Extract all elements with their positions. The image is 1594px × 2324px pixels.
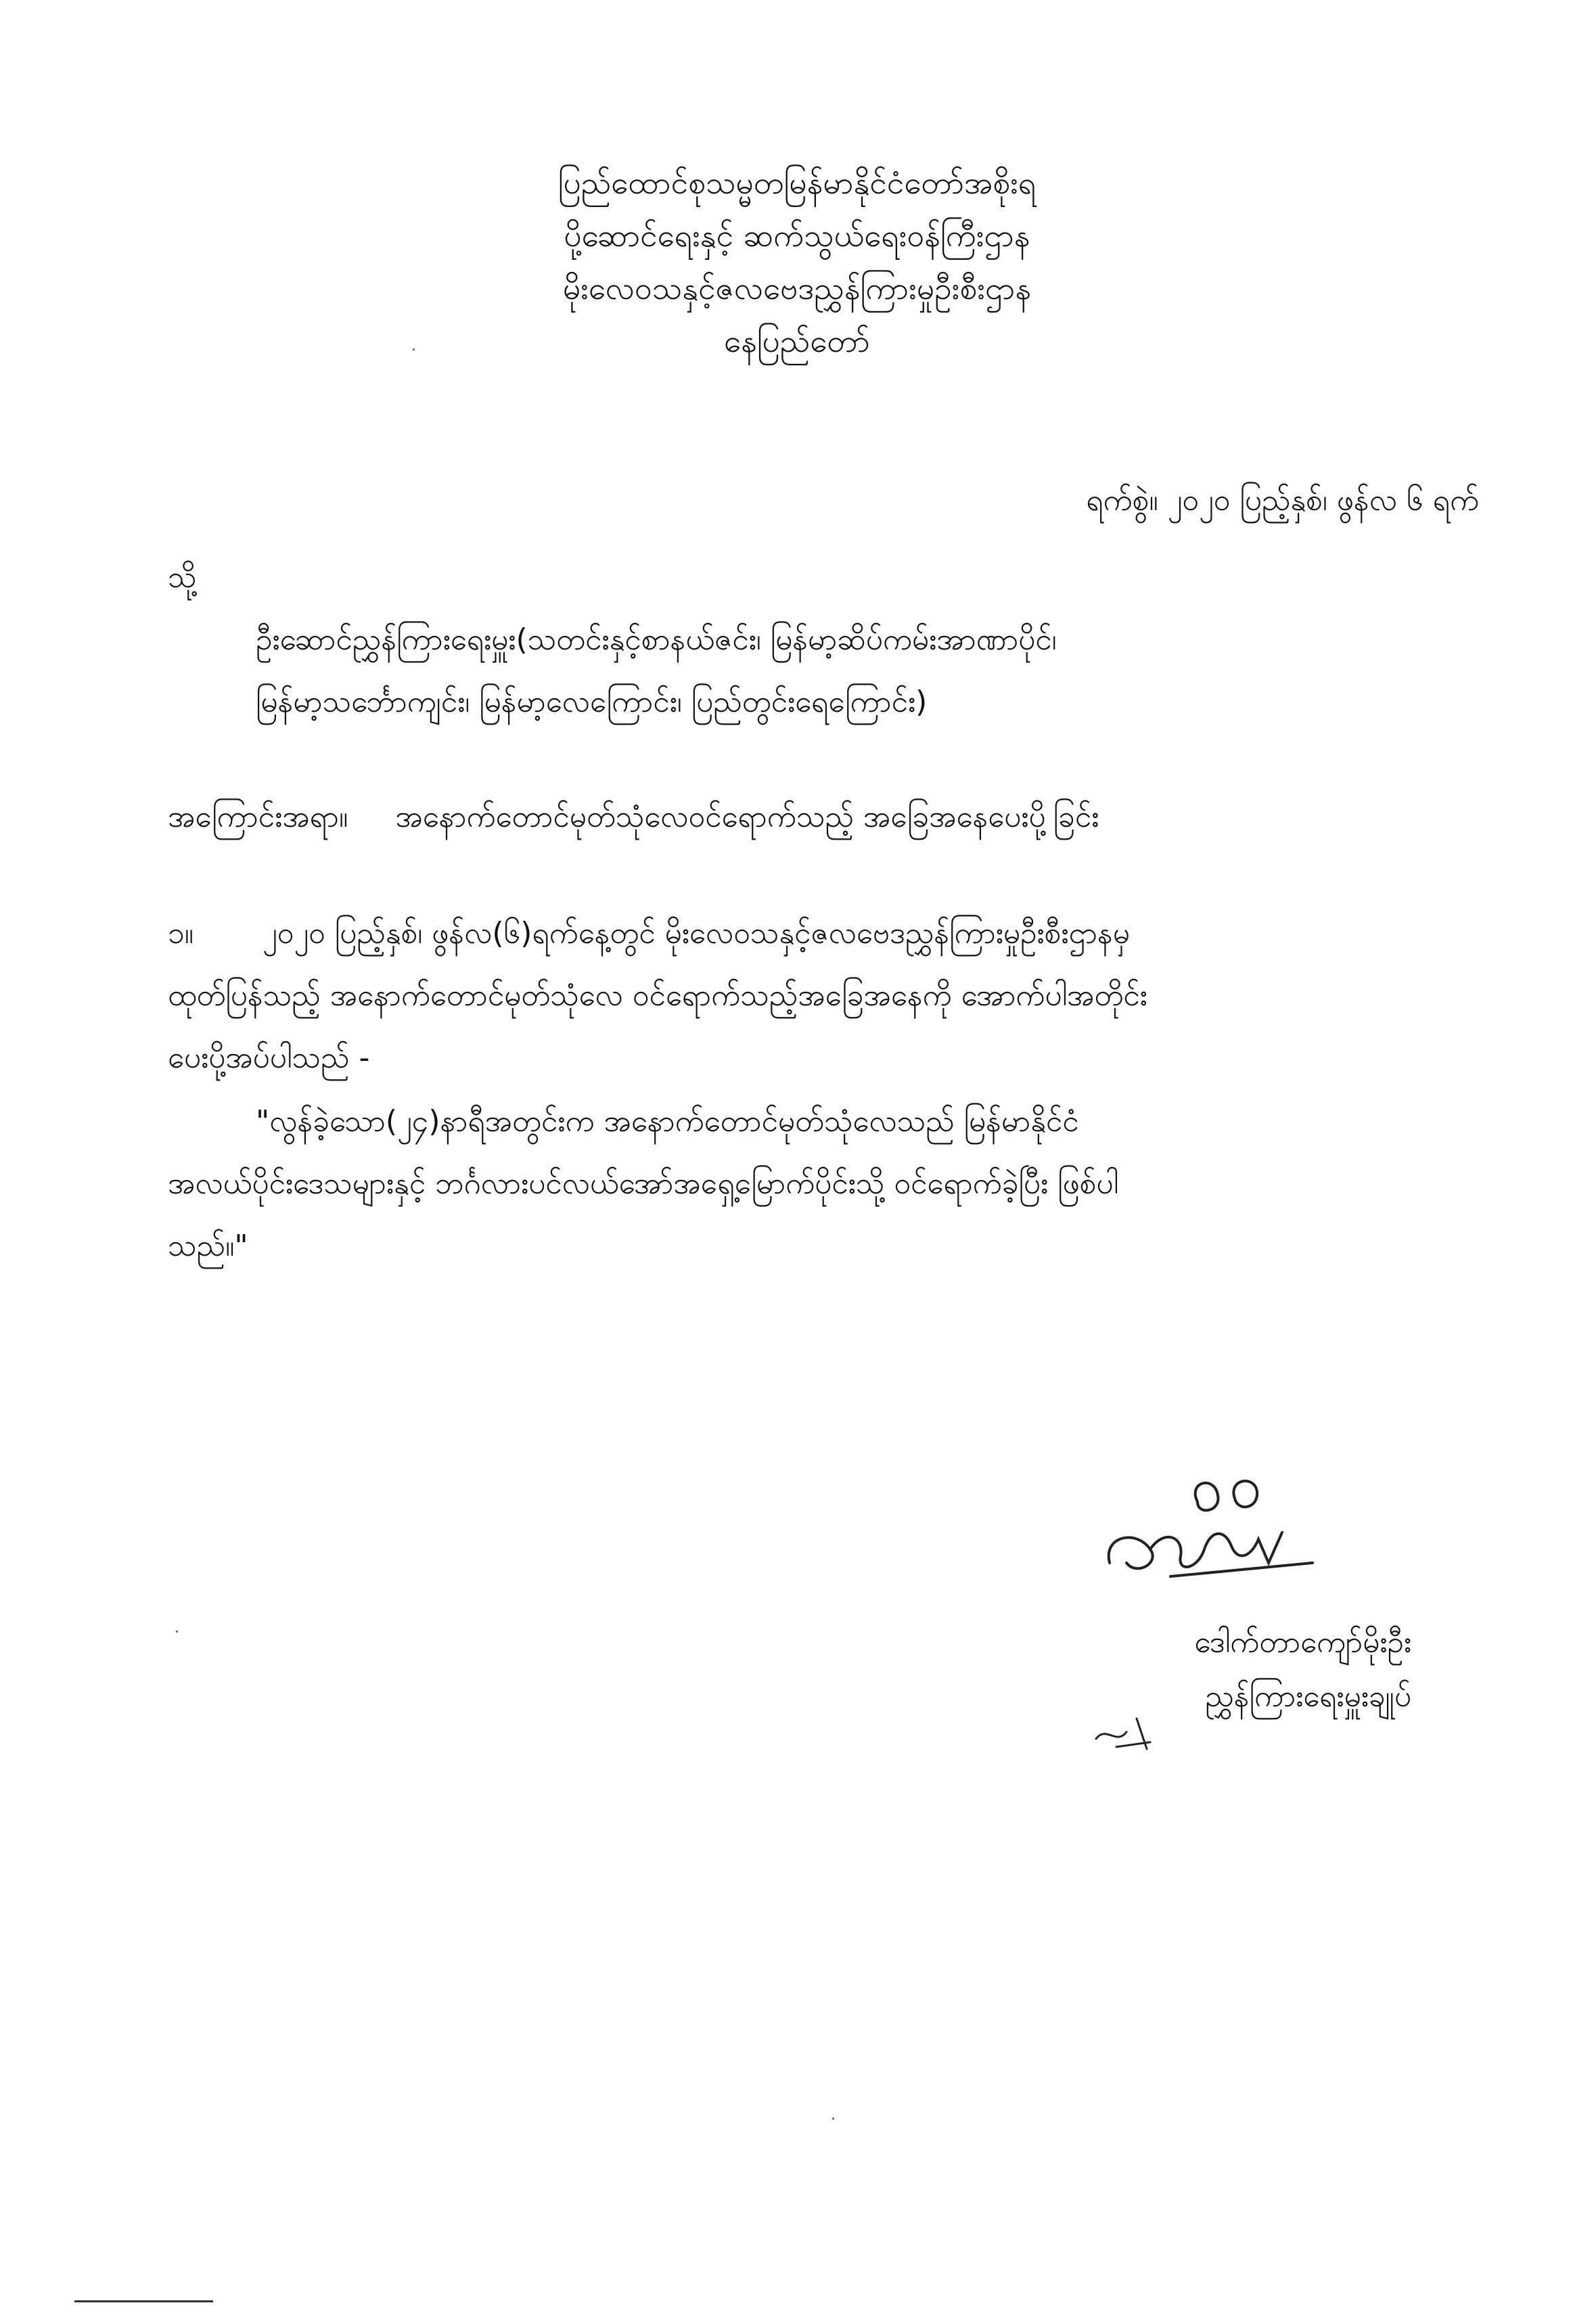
- subject-label: အကြောင်းအရာ။: [168, 800, 348, 834]
- scan-speck: [832, 2118, 834, 2120]
- quote-line-1: "လွန်ခဲ့သော(၂၄)နာရီအတွင်းက အနောက်တောင်မုတ်သုံလေသည် မြန်မာနိုင်ငံ: [256, 1104, 1079, 1139]
- handwritten-signature: [1096, 1461, 1340, 1597]
- scan-speck: [413, 348, 415, 350]
- paragraph-first-line: [168, 915, 1130, 958]
- footer-rule: [74, 2300, 213, 2302]
- recipient-line-1: ဦးဆောင်ညွှန်ကြားရေးမှူး(သတင်းနှင့်စာနယ်ဇင်း၊ မြန်မာ့ဆိပ်ကမ်းအာဏာပိုင်၊: [256, 622, 1057, 657]
- paragraph-number: ၁။: [168, 916, 194, 951]
- header-ministry: ပို့ဆောင်ရေးနှင့် ဆက်သွယ်ရေးဝန်ကြီးဌာန: [564, 217, 1030, 254]
- recipient-line-2: မြန်မာ့သင်္ဘောကျင်း၊ မြန်မာ့လေကြောင်း၊ ပြည်တွင်းရေကြောင်း): [256, 685, 928, 719]
- header-government: ပြည်ထောင်စုသမ္မတမြန်မာနိုင်ငံတော်အစိုးရ: [557, 164, 1037, 201]
- header-city: နေပြည်တော်: [724, 323, 870, 359]
- document-date: ရက်စွဲ။ ၂၀၂၀ ပြည့်နှစ်၊ ဖွန်လ ၆ ရက်: [1086, 483, 1479, 518]
- quote-line-3: သည်။": [168, 1229, 248, 1263]
- header-department: မိုးလေဝသနှင့်ဇလဗေဒညွှန်ကြားမှုဦးစီးဌာန: [562, 270, 1032, 306]
- subject-line: [168, 798, 1099, 842]
- signatory-title: ညွှန်ကြားရေးမှူးချုပ်: [1205, 1679, 1411, 1714]
- signatory-name: ဒေါက်တာကျော်မိုးဦး: [1194, 1625, 1411, 1660]
- scan-speck: [176, 1631, 178, 1633]
- subject-text: အနောက်တောင်မုတ်သုံလေဝင်ရောက်သည့် အခြေအနေပေးပို့ခြင်း: [395, 800, 1099, 834]
- paragraph-line-1: ၂၀၂၀ ပြည့်နှစ်၊ ဖွန်လ(၆)ရက်နေ့တွင် မိုးလေဝသနှင့်ဇလဗေဒညွှန်ကြားမှုဦးစီးဌာနမှ: [263, 916, 1130, 951]
- quote-line-2: အလယ်ပိုင်းဒေသများနှင့် ဘင်္ဂလားပင်လယ်အော်အရှေ့မြောက်ပိုင်းသို့ ဝင်ရောက်ခဲ့ပြီး ဖြစ်ပါ: [168, 1166, 1119, 1201]
- to-label: သို့: [168, 560, 197, 595]
- paragraph-line-3: ပေးပို့အပ်ပါသည် -: [168, 1041, 370, 1075]
- paragraph-line-2: ထုတ်ပြန်သည့် အနောက်တောင်မုတ်သုံလေ ဝင်ရောက်သည့်အခြေအနေကို အောက်ပါအတိုင်း: [168, 978, 1147, 1013]
- handwritten-initial: [1089, 1712, 1170, 1752]
